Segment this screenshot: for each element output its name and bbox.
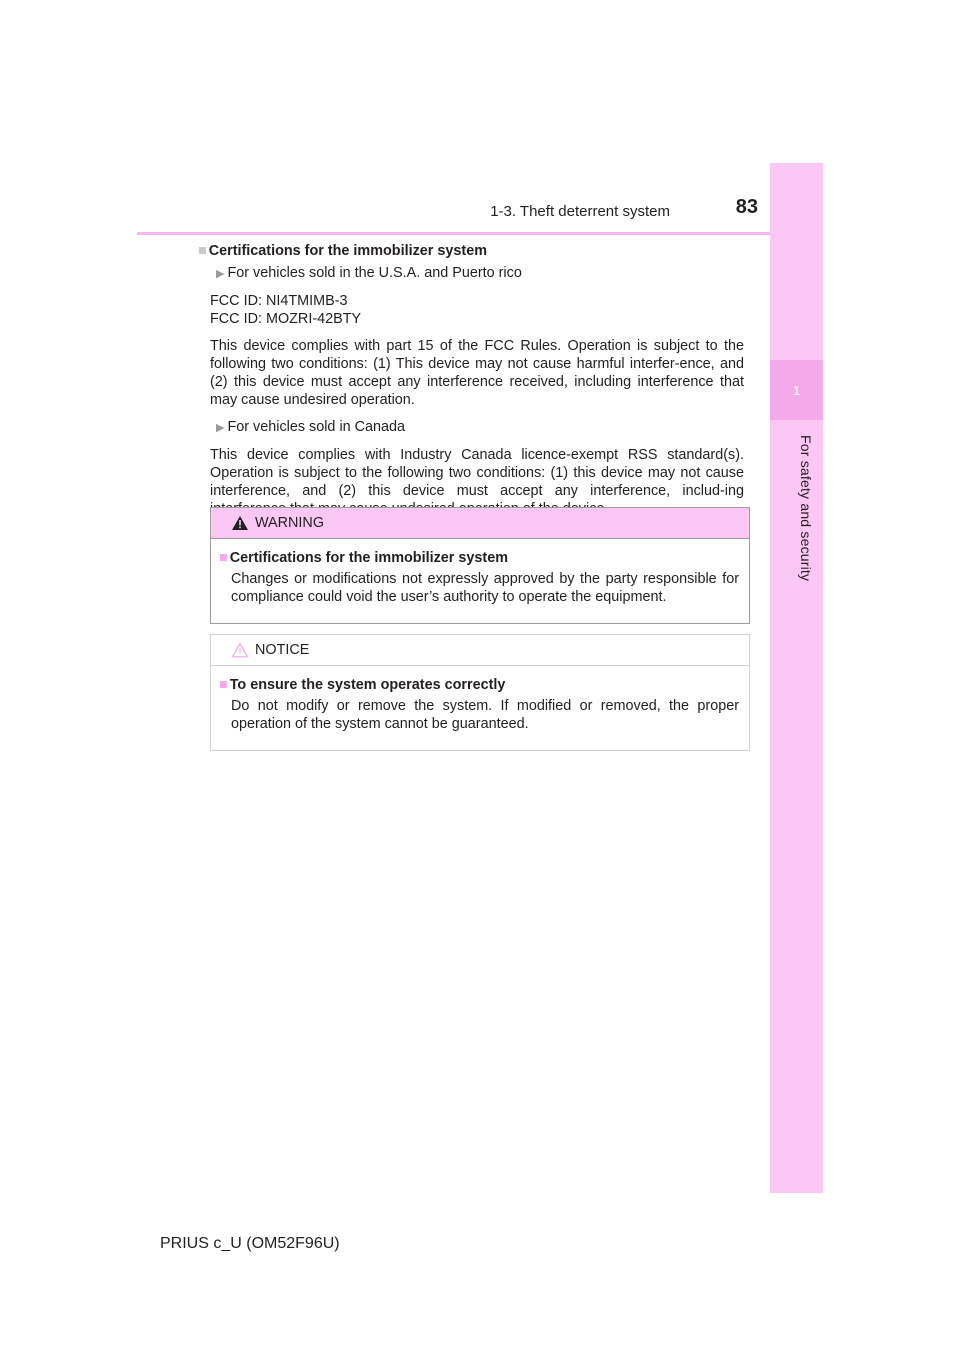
notice-title [219, 676, 739, 694]
triangle-bullet-icon: ▶ [216, 422, 225, 434]
chapter-title: For safety and security [798, 435, 814, 582]
header-section-title: 1-3. Theft deterrent system [490, 203, 670, 220]
notice-box [210, 634, 750, 751]
section-heading-text: Certifications for the immobilizer system [208, 243, 487, 259]
warning-triangle-icon [231, 515, 249, 531]
warning-text: Changes or modifications not expressly approved by the party responsible for compliance could void the user’s authority to operate the equipment. [231, 571, 739, 605]
notice-title-text: To ensure the system operates correctly [229, 677, 506, 693]
page-number: 83 [735, 196, 758, 218]
canada-bullet-text: For vehicles sold in Canada [227, 419, 406, 435]
fcc-id-block [210, 292, 744, 328]
canada-paragraph: This device complies with Industry Canada licence-exempt RSS standard(s). Operation is subject to the following two conditions: (1) this device may not cause interference, and (2) this device must accept any interference, includ-ing [210, 447, 744, 499]
chapter-side-tab [770, 163, 823, 1193]
warning-box [210, 507, 750, 624]
warning-title-text: Certifications for the immobilizer system [229, 550, 508, 566]
notice-body [211, 666, 749, 733]
warning-title [219, 549, 739, 567]
usa-paragraph: This device complies with part 15 of the FCC Rules. Operation is subject to the following two conditions: (1) This device may not cause harmful interfer-ence, and (2) this device must accept any interference received, including interference that may cause undesired operation. [210, 338, 744, 408]
section-heading [198, 242, 744, 260]
footer-model: PRIUS c_U (OM52F96U) [160, 1235, 340, 1252]
warning-body [211, 539, 749, 606]
triangle-bullet-icon: ▶ [216, 268, 225, 280]
warning-label: WARNING [255, 515, 325, 531]
square-bullet-icon: ■ [219, 677, 228, 693]
usa-bullet-text: For vehicles sold in the U.S.A. and Puerto rico [227, 265, 522, 281]
warning-header [211, 508, 749, 539]
notice-header [211, 635, 749, 666]
usa-bullet [216, 264, 744, 283]
header-divider [137, 232, 823, 235]
notice-label: NOTICE [255, 642, 310, 658]
canada-bullet [216, 418, 744, 437]
square-bullet-icon: ■ [198, 243, 207, 259]
chapter-number: 1 [770, 360, 823, 420]
fcc-id-2: FCC ID: MOZRI-42BTY [210, 311, 362, 327]
notice-triangle-icon [231, 642, 249, 658]
main-content [198, 242, 744, 518]
square-bullet-icon: ■ [219, 550, 228, 566]
notice-text: Do not modify or remove the system. If modified or removed, the proper operation of the system cannot be guaranteed. [231, 698, 739, 732]
fcc-id-1: FCC ID: NI4TMIMB-3 [210, 293, 348, 309]
